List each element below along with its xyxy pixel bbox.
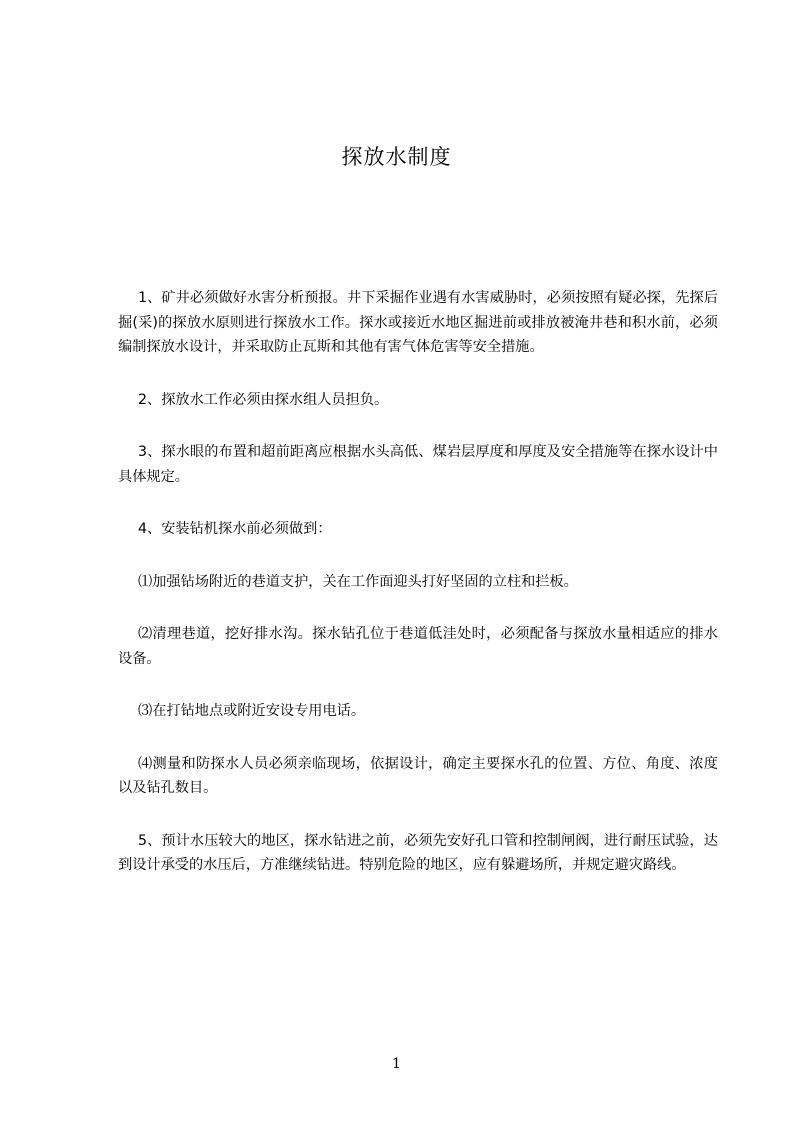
paragraph-4-4: ⑷测量和防探水人员必须亲临现场，依据设计，确定主要探水孔的位置、方位、角度、浓度以及钻孔数目。 — [118, 755, 718, 796]
page-number: 1 — [392, 1056, 401, 1072]
paragraph-2: 2、探放水工作必须由探水组人员担负。 — [138, 391, 389, 408]
document-body — [118, 286, 718, 906]
document-title: 探放水制度 — [341, 145, 452, 169]
paragraph-4-2: ⑵清理巷道，挖好排水沟。探水钻孔位于巷道低洼处时，必须配备与探放水量相适应的排水设备。 — [118, 626, 718, 667]
paragraph-4-3: ⑶在打钻地点或附近安设专用电话。 — [138, 703, 366, 719]
paragraph-3: 3、探水眼的布置和超前距离应根据水头高低、煤岩层厚度和厚度及安全措施等在探水设计中具体规定。 — [118, 444, 718, 485]
paragraph-5: 5、预计水压较大的地区，探水钻进之前，必须先安好孔口管和控制闸阀，进行耐压试验，达到设计承受的水压后，方准继续钻进。特别危险的地区，应有躲避场所，并规定避灾路线。 — [118, 832, 718, 873]
paragraph-1: 1、矿井必须做好水害分析预报。井下采掘作业遇有水害威胁时，必须按照有疑必探，先探后掘(采)的探放水原则进行探放水工作。探水或接近水地区掘进前或排放被淹井巷和积水前，必须编制探放水设计，并采取防止瓦斯和其他有害气体危害等安全措施。 — [118, 290, 718, 355]
paragraph-4-1: ⑴加强钻场附近的巷道支护，关在工作面迎头打好坚固的立柱和拦板。 — [138, 573, 578, 590]
paragraph-4: 4、安装钻机探水前必须做到： — [138, 521, 332, 537]
